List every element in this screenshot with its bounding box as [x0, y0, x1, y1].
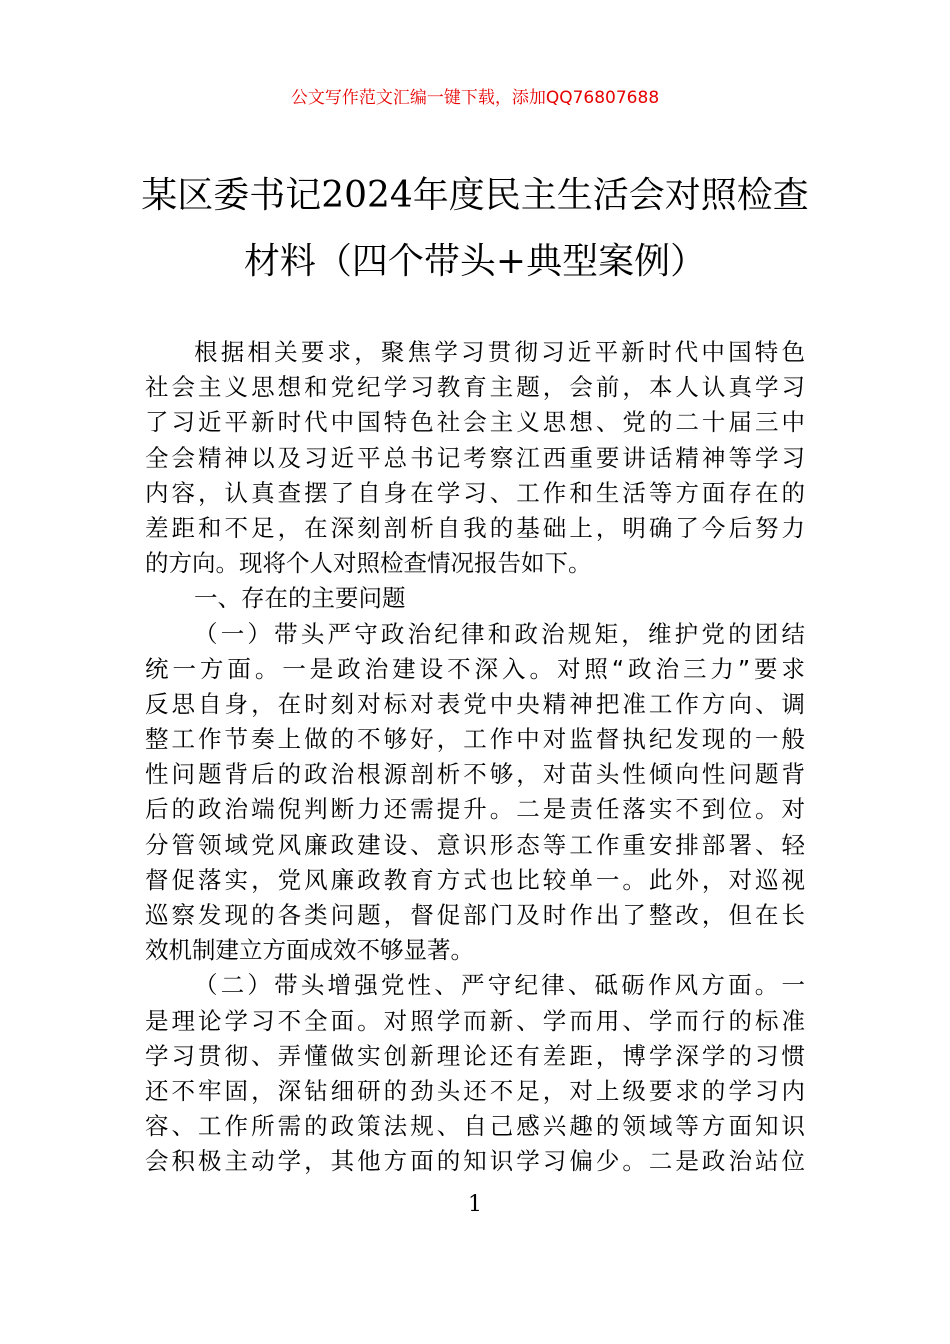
- body-line: （二）带头增强党性、严守纪律、砥砺作风方面。一: [194, 971, 805, 1000]
- body-line: 性问题背后的政治根源剖析不够，对苗头性倾向性问题背: [145, 760, 805, 789]
- body-line: 学习贯彻、弄懂做实创新理论还有差距，博学深学的习惯: [145, 1041, 805, 1070]
- body-line: 分管领域党风廉政建设、意识形态等工作重安排部署、轻: [145, 830, 805, 859]
- body-line: 整工作节奏上做的不够好，工作中对监督执纪发现的一般: [145, 725, 805, 754]
- body-line: 内容，认真查摆了自身在学习、工作和生活等方面存在的: [145, 478, 805, 507]
- body-line: 效机制建立方面成效不够显著。: [145, 936, 474, 965]
- document-title-line-2: 材料（四个带头+典型案例）: [243, 241, 707, 282]
- body-line: 会积极主动学，其他方面的知识学习偏少。二是政治站位: [145, 1147, 805, 1176]
- body-line: 容、工作所需的政策法规、自己感兴趣的领域等方面知识: [145, 1112, 805, 1141]
- page-number: 1: [468, 1192, 482, 1217]
- body-line: 是理论学习不全面。对照学而新、学而用、学而行的标准: [145, 1006, 805, 1035]
- header-download-note: 公文写作范文汇编一键下载，添加QQ76807688: [290, 88, 660, 108]
- body-line: （一）带头严守政治纪律和政治规矩，维护党的团结: [194, 619, 805, 648]
- section-heading: 一、存在的主要问题: [194, 584, 406, 613]
- body-line: 全会精神以及习近平总书记考察江西重要讲话精神等学习: [145, 443, 805, 472]
- body-line: 后的政治端倪判断力还需提升。二是责任落实不到位。对: [145, 795, 805, 824]
- body-line: 了习近平新时代中国特色社会主义思想、党的二十届三中: [145, 408, 805, 437]
- body-line: 统一方面。一是政治建设不深入。对照“政治三力”要求: [145, 654, 805, 683]
- body-line: 社会主义思想和党纪学习教育主题，会前，本人认真学习: [145, 373, 805, 402]
- body-line: 反思自身，在时刻对标对表党中央精神把准工作方向、调: [145, 689, 805, 718]
- body-line: 差距和不足，在深刻剖析自我的基础上，明确了今后努力: [145, 513, 805, 542]
- body-line: 还不牢固，深钻细研的劲头还不足，对上级要求的学习内: [145, 1076, 805, 1105]
- body-line: 巡察发现的各类问题，督促部门及时作出了整改，但在长: [145, 901, 805, 929]
- body-line: 根据相关要求，聚焦学习贯彻习近平新时代中国特色: [194, 338, 805, 366]
- body-line: 的方向。现将个人对照检查情况报告如下。: [145, 549, 592, 578]
- document-title-line-1: 某区委书记2024年度民主生活会对照检查: [141, 175, 809, 216]
- body-line: 督促落实，党风廉政教育方式也比较单一。此外，对巡视: [145, 865, 805, 894]
- document-body: [145, 335, 805, 1180]
